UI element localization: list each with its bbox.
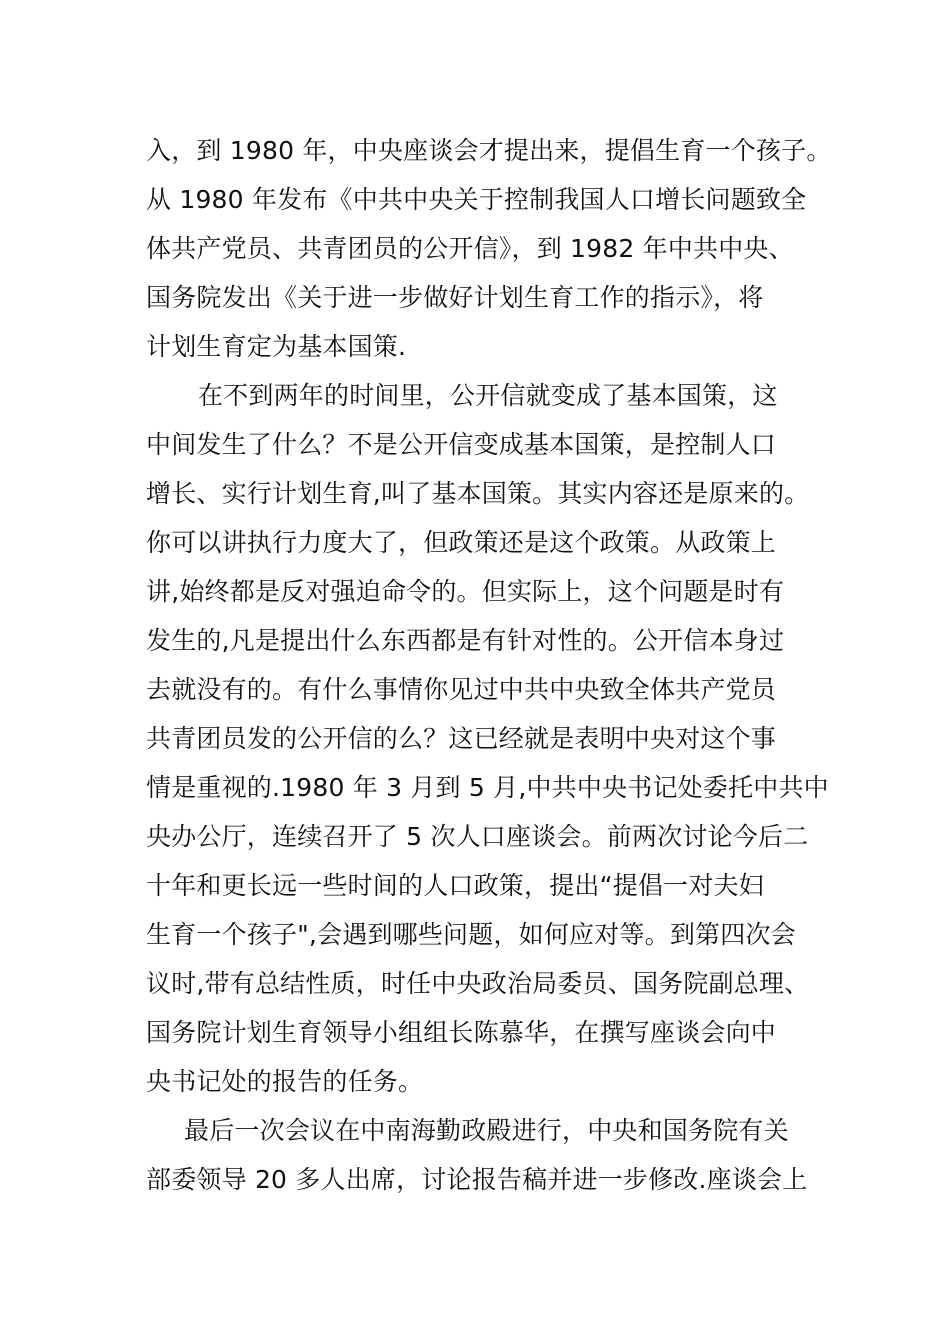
- text-line: 计划生育定为基本国策.: [146, 332, 407, 361]
- text-line: 央办公厅，连续召开了 5 次人口座谈会。前两次讨论今后二: [146, 822, 809, 851]
- text-line: 发生的,凡是提出什么东西都是有针对性的。公开信本身过: [146, 626, 785, 655]
- text-line: 最后一次会议在中南海勤政殿进行，中央和国务院有关: [184, 1116, 789, 1145]
- text-line: 体共产党员、共青团员的公开信》，到 1982 年中共中央、: [146, 234, 794, 263]
- text-line: 中间发生了什么？不是公开信变成基本国策，是控制人口: [146, 430, 777, 459]
- text-line: 国务院计划生育领导小组组长陈慕华，在撰写座谈会向中: [146, 1018, 777, 1047]
- paragraph-3: [146, 1106, 826, 1204]
- text-line: 国务院发出《关于进一步做好计划生育工作的指示》，将: [146, 283, 764, 312]
- text-line: 十年和更长远一些时间的人口政策，提出“提倡一对夫妇: [146, 871, 764, 900]
- text-line: 在不到两年的时间里，公开信就变成了基本国策，这: [198, 381, 778, 410]
- text-line: 生育一个孩子",会遇到哪些问题，如何应对等。到第四次会: [146, 920, 796, 949]
- text-line: 央书记处的报告的任务。: [146, 1067, 424, 1096]
- text-line: 部委领导 20 多人出席，讨论报告稿并进一步修改.座谈会上: [146, 1165, 808, 1194]
- text-line: 增长、实行计划生育,叫了基本国策。其实内容还是原来的。: [146, 479, 810, 508]
- paragraph-1: [146, 126, 832, 371]
- text-line: 从 1980 年发布《中共中央关于控制我国人口增长问题致全: [146, 185, 807, 214]
- text-line: 你可以讲执行力度大了，但政策还是这个政策。从政策上: [146, 528, 777, 557]
- document-body: [146, 126, 832, 1204]
- text-line: 讲,始终都是反对强迫命令的。但实际上，这个问题是时有: [146, 577, 785, 606]
- text-line: 情是重视的.1980 年 3 月到 5 月,中共中央书记处委托中共中: [146, 773, 829, 802]
- paragraph-2: [146, 371, 829, 1106]
- text-line: 议时,带有总结性质，时任中央政治局委员、国务院副总理、: [146, 969, 810, 998]
- text-line: 去就没有的。有什么事情你见过中共中央致全体共产党员: [146, 675, 777, 704]
- text-line: 共青团员发的公开信的么？这已经就是表明中央对这个事: [146, 724, 777, 753]
- text-line: 入，到 1980 年，中央座谈会才提出来，提倡生育一个孩子。: [146, 136, 832, 165]
